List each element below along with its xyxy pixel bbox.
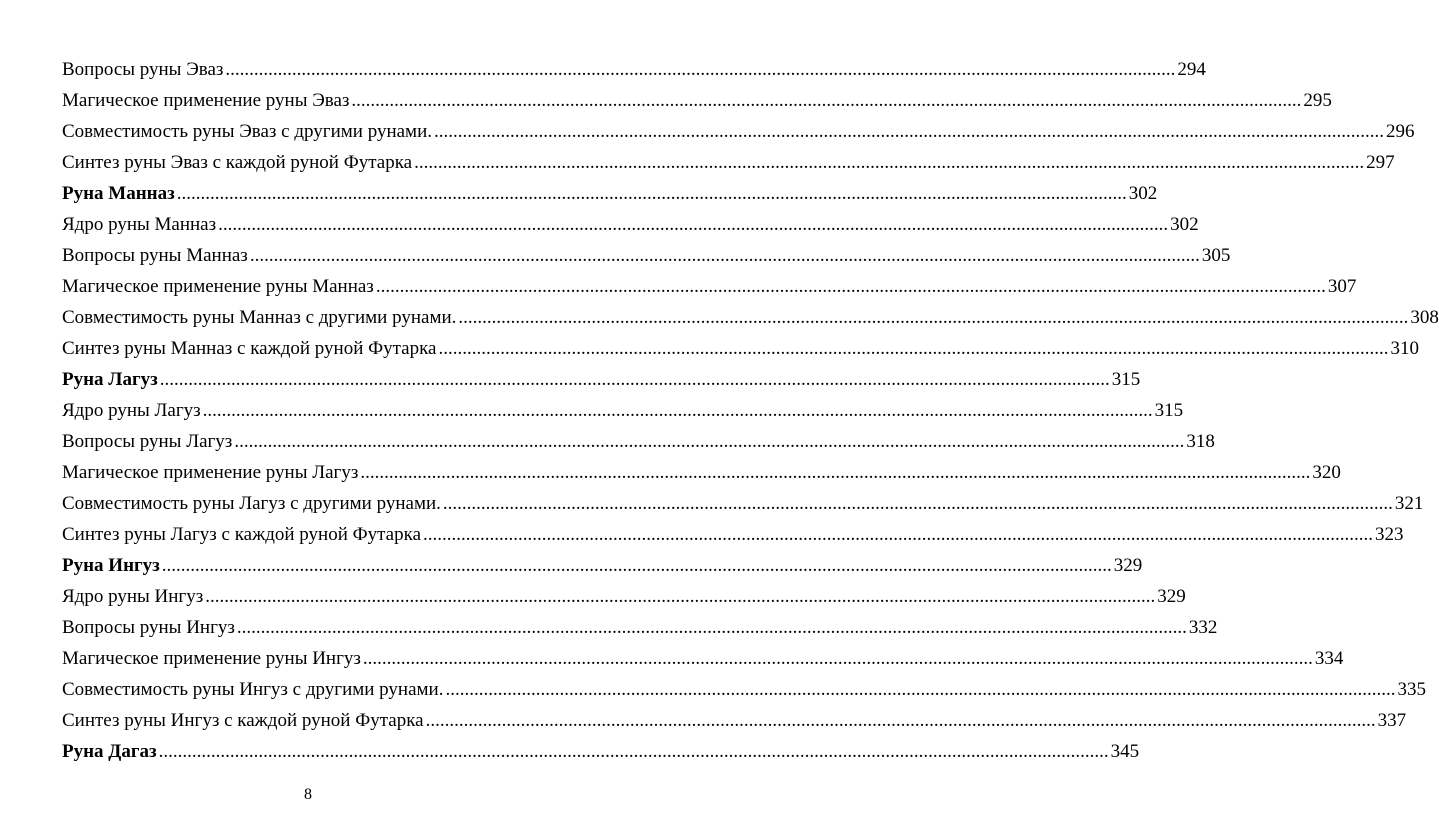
toc-dot-leader: ........................................................................................................................................................................................................: [205, 586, 1156, 607]
toc-entry-title: Совместимость руны Ингуз с другими рунами.: [62, 679, 444, 700]
toc-section-heading: [62, 550, 1143, 581]
toc-dot-leader: ........................................................................................................................................................................................................: [176, 183, 1127, 204]
toc-entry: [62, 271, 1357, 302]
toc-entry-page: 310: [1390, 338, 1419, 359]
toc-entry-title: Руна Лагуз: [62, 369, 158, 390]
toc-entry: [62, 116, 1415, 147]
toc-entry-page: 332: [1188, 617, 1218, 638]
toc-entry-page: 305: [1201, 245, 1231, 266]
toc-entry-page: 315: [1111, 369, 1141, 390]
toc-entry-title: Вопросы руны Лагуз: [62, 431, 233, 452]
toc-entry-page: 302: [1170, 214, 1199, 235]
toc-entry-title: Синтез руны Манназ с каждой руной Футарка: [62, 338, 437, 359]
toc-entry: [62, 705, 1407, 736]
toc-entry: [62, 85, 1332, 116]
toc-entry-title: Вопросы руны Манназ: [62, 245, 248, 266]
toc-dot-leader: ........................................................................................................................................................................................................: [458, 307, 1409, 328]
toc-entry: [62, 302, 1439, 333]
toc-entry-page: 295: [1303, 90, 1332, 111]
toc-dot-leader: ........................................................................................................................................................................................................: [362, 648, 1313, 669]
toc-entry-title: Ядро руны Лагуз: [62, 400, 201, 421]
toc-dot-leader: ........................................................................................................................................................................................................: [159, 369, 1110, 390]
toc-entry-title: Вопросы руны Эваз: [62, 59, 224, 80]
toc-entry-title: Совместимость руны Манназ с другими рунами.: [62, 307, 457, 328]
toc-entry-title: Ядро руны Манназ: [62, 214, 217, 235]
toc-entry-page: 315: [1154, 400, 1184, 421]
toc-entry: [62, 426, 1215, 457]
toc-entry-title: Руна Манназ: [62, 183, 175, 204]
toc-entry-title: Совместимость руны Лагуз с другими рунами.: [62, 493, 441, 514]
toc-section-heading: [62, 736, 1140, 767]
toc-dot-leader: ........................................................................................................................................................................................................: [438, 338, 1389, 359]
toc-entry-page: 296: [1385, 121, 1415, 142]
toc-entry: [62, 488, 1424, 519]
toc-entry: [62, 209, 1199, 240]
toc-entry: [62, 395, 1184, 426]
toc-entry-page: 321: [1394, 493, 1424, 514]
toc-dot-leader: ........................................................................................................................................................................................................: [202, 400, 1153, 421]
toc-dot-leader: ........................................................................................................................................................................................................: [425, 710, 1376, 731]
toc-dot-leader: ........................................................................................................................................................................................................: [351, 90, 1302, 111]
toc-dot-leader: ........................................................................................................................................................................................................: [414, 152, 1365, 173]
toc-entry-title: Вопросы руны Ингуз: [62, 617, 235, 638]
toc-dot-leader: ........................................................................................................................................................................................................: [236, 617, 1187, 638]
toc-entry-title: Магическое применение руны Лагуз: [62, 462, 359, 483]
toc-entry: [62, 54, 1206, 85]
toc-dot-leader: ........................................................................................................................................................................................................: [423, 524, 1373, 545]
toc-entry-page: 334: [1314, 648, 1344, 669]
toc-entry-page: 308: [1410, 307, 1439, 328]
toc-entry-page: 297: [1366, 152, 1395, 173]
toc-entry-title: Магическое применение руны Манназ: [62, 276, 374, 297]
toc-entry-page: 318: [1186, 431, 1215, 452]
toc-dot-leader: ........................................................................................................................................................................................................: [225, 59, 1176, 80]
toc-entry: [62, 519, 1404, 550]
toc-entry-page: 329: [1157, 586, 1186, 607]
toc-entry-title: Ядро руны Ингуз: [62, 586, 204, 607]
toc-entry: [62, 457, 1341, 488]
toc-entry-title: Синтез руны Лагуз с каждой руной Футарка: [62, 524, 421, 545]
toc-entry-page: 302: [1128, 183, 1158, 204]
toc-entry-page: 320: [1312, 462, 1341, 483]
toc-dot-leader: ........................................................................................................................................................................................................: [218, 214, 1169, 235]
toc-dot-leader: ........................................................................................................................................................................................................: [442, 493, 1393, 514]
toc-entry-page: 329: [1113, 555, 1143, 576]
toc-entry-title: Синтез руны Эваз с каждой руной Футарка: [62, 152, 413, 173]
toc-dot-leader: ........................................................................................................................................................................................................: [158, 741, 1109, 762]
toc-entry: [62, 240, 1231, 271]
page-number: 8: [304, 786, 312, 803]
toc-entry: [62, 612, 1218, 643]
toc-entry-title: Магическое применение руны Эваз: [62, 90, 350, 111]
toc-entry: [62, 147, 1395, 178]
table-of-contents: [62, 54, 1439, 767]
toc-entry-title: Синтез руны Ингуз с каждой руной Футарка: [62, 710, 424, 731]
toc-dot-leader: ........................................................................................................................................................................................................: [445, 679, 1396, 700]
toc-dot-leader: ........................................................................................................................................................................................................: [161, 555, 1112, 576]
toc-entry-title: Руна Дагаз: [62, 741, 157, 762]
toc-dot-leader: ........................................................................................................................................................................................................: [433, 121, 1384, 142]
toc-section-heading: [62, 364, 1141, 395]
toc-entry: [62, 643, 1344, 674]
toc-entry-page: 323: [1375, 524, 1404, 545]
toc-entry-page: 307: [1327, 276, 1357, 297]
toc-entry: [62, 674, 1426, 705]
toc-entry-title: Руна Ингуз: [62, 555, 160, 576]
toc-entry: [62, 581, 1186, 612]
toc-dot-leader: ........................................................................................................................................................................................................: [234, 431, 1185, 452]
toc-entry-page: 335: [1397, 679, 1426, 700]
toc-entry-page: 294: [1177, 59, 1206, 80]
toc-entry: [62, 333, 1419, 364]
toc-dot-leader: ........................................................................................................................................................................................................: [375, 276, 1326, 297]
toc-dot-leader: ........................................................................................................................................................................................................: [249, 245, 1200, 266]
toc-entry-page: 337: [1377, 710, 1407, 731]
toc-section-heading: [62, 178, 1158, 209]
toc-entry-title: Магическое применение руны Ингуз: [62, 648, 361, 669]
toc-dot-leader: ........................................................................................................................................................................................................: [360, 462, 1311, 483]
toc-entry-title: Совместимость руны Эваз с другими рунами.: [62, 121, 432, 142]
toc-entry-page: 345: [1110, 741, 1140, 762]
